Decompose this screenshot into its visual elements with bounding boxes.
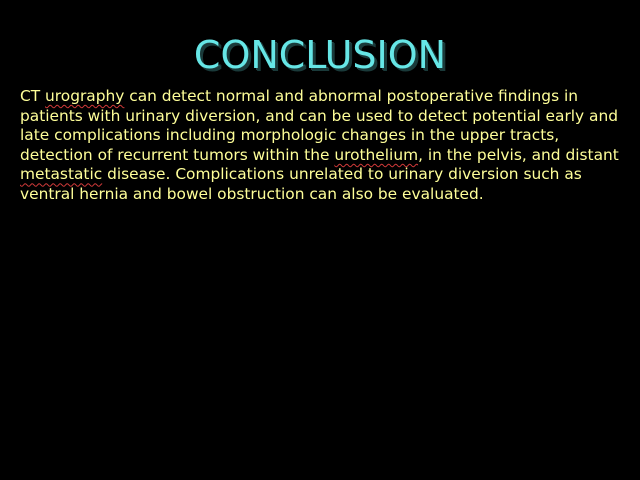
spellcheck-flagged-word: metastatic <box>20 165 103 184</box>
body-text-segment: CT <box>20 87 46 105</box>
body-text-segment: , in the pelvis, and distant <box>418 145 619 164</box>
slide-title: CONCLUSION <box>193 33 447 77</box>
spellcheck-flagged-word: urography <box>45 87 125 105</box>
spellcheck-flagged-word: urothelium <box>334 145 419 164</box>
body-text-segment: disease. Complications unrelated to urinary diversion such as ventral hernia and bowel obstruction can also be evaluated. <box>20 165 582 203</box>
body-text-segment: can detect normal and abnormal postoperative findings in patients with urinary diversion, and can be used to detect potential early and late complications including morphologic changes in the upper tracts, detection of recurrent tumors within the <box>20 87 619 164</box>
slide-body-text <box>20 87 630 205</box>
